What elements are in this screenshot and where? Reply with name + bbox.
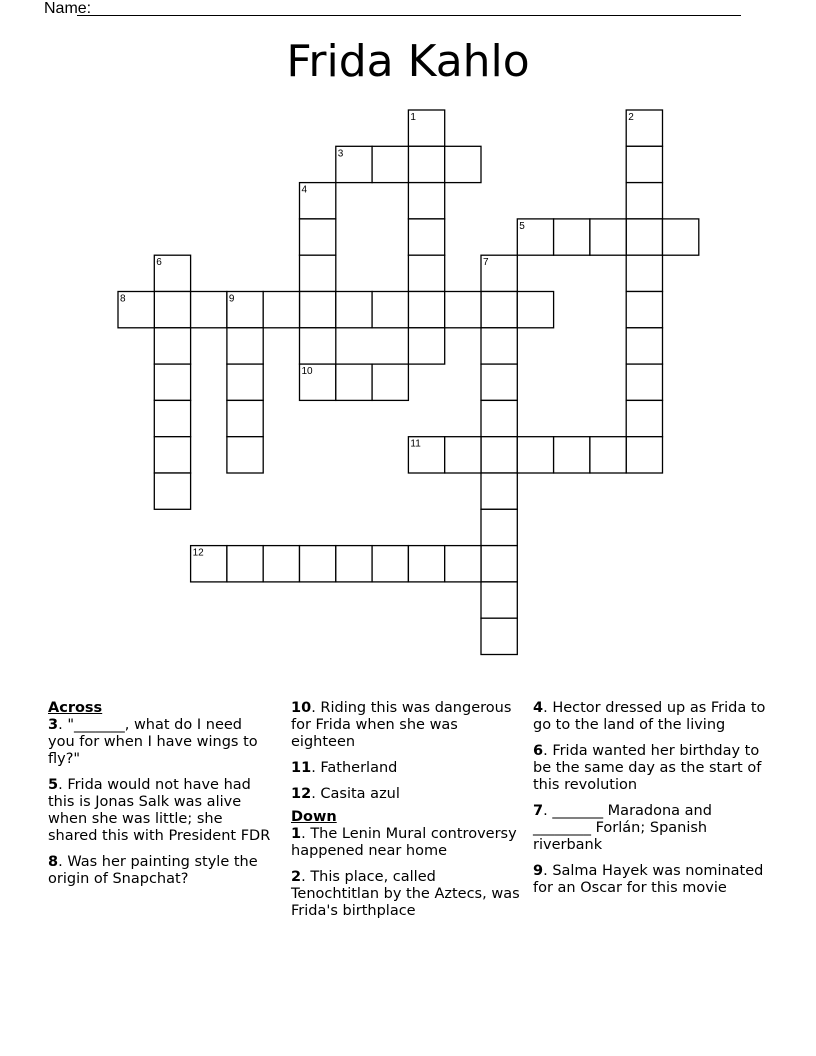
name-label: Name: bbox=[44, 0, 92, 17]
cell-number-1: 1 bbox=[410, 112, 416, 123]
grid-cell[interactable] bbox=[372, 292, 408, 328]
grid-cell[interactable] bbox=[408, 546, 444, 582]
clue-12: 12. Casita azul bbox=[291, 786, 400, 802]
grid-cell[interactable] bbox=[227, 328, 263, 364]
clue-text: Salma Hayek was nominated for an Oscar for this movie bbox=[533, 863, 764, 896]
grid-cell[interactable] bbox=[481, 400, 517, 436]
clue-1: 1. The Lenin Mural controversy happened near home bbox=[291, 826, 517, 859]
grid-cell[interactable] bbox=[154, 437, 190, 473]
grid-cell[interactable] bbox=[300, 255, 336, 291]
grid-cell[interactable] bbox=[626, 328, 662, 364]
clue-number: 2 bbox=[291, 869, 302, 885]
grid-cell[interactable] bbox=[154, 364, 190, 400]
clue-text: Riding this was dangerous for Frida when she was eighteen bbox=[291, 700, 512, 750]
clue-6: 6. Frida wanted her birthday to be the same day as the start of this revolution bbox=[533, 743, 762, 793]
grid-cell[interactable] bbox=[554, 437, 590, 473]
grid-cell[interactable] bbox=[408, 328, 444, 364]
clue-number: 5 bbox=[48, 777, 59, 793]
grid-cell[interactable] bbox=[554, 219, 590, 255]
grid-cell[interactable] bbox=[336, 364, 372, 400]
cell-number-6: 6 bbox=[156, 257, 162, 269]
grid-cell[interactable] bbox=[154, 400, 190, 436]
clue-5: 5. Frida would not have had this is Jonas Salk was alive when she was little; she shared this with President FDR bbox=[48, 777, 271, 844]
clue-9: 9. Salma Hayek was nominated for an Oscar for this movie bbox=[533, 863, 764, 896]
grid-cell[interactable] bbox=[445, 292, 481, 328]
grid-cell[interactable] bbox=[154, 292, 190, 328]
grid-cell[interactable] bbox=[408, 219, 444, 255]
cell-number-2: 2 bbox=[628, 112, 634, 123]
grid-cell[interactable] bbox=[300, 546, 336, 582]
clue-text: Hector dressed up as Frida to go to the land of the living bbox=[533, 700, 766, 733]
grid-cell[interactable] bbox=[626, 437, 662, 473]
grid-cell[interactable] bbox=[227, 437, 263, 473]
grid-cell[interactable] bbox=[481, 328, 517, 364]
cell-number-3: 3 bbox=[337, 148, 344, 160]
grid-cell[interactable] bbox=[227, 400, 263, 436]
grid-cell[interactable] bbox=[481, 618, 517, 654]
grid-cell[interactable] bbox=[626, 400, 662, 436]
across-heading: Across bbox=[48, 700, 103, 716]
grid-cell[interactable] bbox=[445, 546, 481, 582]
grid-cell[interactable] bbox=[408, 183, 444, 219]
grid-cell[interactable] bbox=[626, 255, 662, 291]
clue-3: 3. "_______, what do I need you for when I have wings to fly?" bbox=[48, 717, 258, 767]
grid-cell[interactable] bbox=[445, 437, 481, 473]
grid-cell[interactable] bbox=[408, 255, 444, 291]
clue-column-2 bbox=[291, 700, 521, 929]
grid-cell[interactable] bbox=[481, 473, 517, 509]
clue-column-1 bbox=[48, 700, 273, 897]
clue-number: 12 bbox=[291, 786, 312, 802]
cell-number-12: 12 bbox=[192, 547, 204, 559]
grid-cell[interactable] bbox=[590, 219, 626, 255]
clue-number: 10 bbox=[291, 700, 312, 716]
grid-cell[interactable] bbox=[481, 292, 517, 328]
clue-text: The Lenin Mural controversy happened near home bbox=[291, 826, 517, 859]
clue-2: 2. This place, called Tenochtitlan by the Aztecs, was Frida's birthplace bbox=[291, 869, 520, 919]
clue-number: 11 bbox=[291, 760, 312, 776]
grid-cell[interactable] bbox=[227, 546, 263, 582]
page-title: Frida Kahlo bbox=[286, 36, 530, 87]
grid-cell[interactable] bbox=[481, 364, 517, 400]
clue-number: 3 bbox=[48, 717, 59, 733]
clue-text: This place, called Tenochtitlan by the Aztecs, was Frida's birthplace bbox=[291, 869, 520, 919]
cell-number-9: 9 bbox=[228, 293, 235, 305]
clue-text: "_______, what do I need you for when I have wings to fly?" bbox=[48, 717, 258, 767]
grid-cell[interactable] bbox=[372, 546, 408, 582]
grid-cell[interactable] bbox=[626, 292, 662, 328]
clue-8: 8. Was her painting style the origin of Snapchat? bbox=[48, 854, 258, 887]
grid-cell[interactable] bbox=[263, 546, 299, 582]
clue-7: 7. _______ Maradona and ________ Forlán; Spanish riverbank bbox=[533, 803, 712, 853]
cell-number-7: 7 bbox=[483, 257, 489, 269]
clue-text: Was her painting style the origin of Snapchat? bbox=[48, 854, 258, 887]
grid-cell[interactable] bbox=[336, 546, 372, 582]
grid-cell[interactable] bbox=[154, 328, 190, 364]
grid-cell[interactable] bbox=[626, 146, 662, 182]
grid-cell[interactable] bbox=[517, 292, 553, 328]
grid-cell[interactable] bbox=[626, 219, 662, 255]
grid-cell[interactable] bbox=[154, 473, 190, 509]
clue-text: Frida would not have had this is Jonas Salk was alive when she was little; she shared this with President FDR bbox=[48, 777, 271, 844]
cell-number-5: 5 bbox=[519, 220, 525, 232]
grid-cell[interactable] bbox=[372, 146, 408, 182]
grid-cell[interactable] bbox=[300, 219, 336, 255]
grid-cell[interactable] bbox=[445, 146, 481, 182]
grid-cell[interactable] bbox=[481, 509, 517, 545]
cell-number-8: 8 bbox=[120, 293, 126, 305]
grid-cell[interactable] bbox=[408, 146, 444, 182]
grid-cell[interactable] bbox=[481, 546, 517, 582]
clue-text: Frida wanted her birthday to be the same day as the start of this revolution bbox=[533, 743, 762, 793]
grid-cell[interactable] bbox=[663, 219, 699, 255]
cell-number-10: 10 bbox=[301, 366, 313, 378]
clue-number: 1 bbox=[291, 826, 302, 842]
grid-cell[interactable] bbox=[626, 183, 662, 219]
grid-cell[interactable] bbox=[191, 292, 227, 328]
clue-10: 10. Riding this was dangerous for Frida when she was eighteen bbox=[291, 700, 512, 750]
grid-cell[interactable] bbox=[227, 364, 263, 400]
cell-number-11: 11 bbox=[410, 438, 421, 450]
cell-number-4: 4 bbox=[301, 184, 308, 196]
clue-text: _______ Maradona and ________ Forlán; Spanish riverbank bbox=[533, 803, 712, 853]
grid-cell[interactable] bbox=[517, 437, 553, 473]
grid-cell[interactable] bbox=[626, 364, 662, 400]
clue-text: Casita azul bbox=[320, 786, 400, 802]
clue-number: 6 bbox=[533, 743, 544, 759]
grid-cell[interactable] bbox=[408, 292, 444, 328]
clue-4: 4. Hector dressed up as Frida to go to the land of the living bbox=[533, 700, 766, 733]
grid-cell[interactable] bbox=[300, 292, 336, 328]
clue-text: Fatherland bbox=[320, 760, 398, 776]
down-heading: Down bbox=[291, 809, 337, 825]
grid-cell[interactable] bbox=[263, 292, 299, 328]
clue-number: 4 bbox=[533, 700, 544, 716]
grid-cell[interactable] bbox=[336, 292, 372, 328]
clue-number: 8 bbox=[48, 854, 59, 870]
clue-number: 9 bbox=[533, 863, 544, 879]
clue-column-3 bbox=[533, 700, 773, 906]
grid-cell[interactable] bbox=[590, 437, 626, 473]
clue-number: 7 bbox=[533, 803, 544, 819]
grid-cell[interactable] bbox=[372, 364, 408, 400]
grid-cell[interactable] bbox=[481, 582, 517, 618]
grid-cell[interactable] bbox=[481, 437, 517, 473]
grid-cell[interactable] bbox=[300, 328, 336, 364]
clue-11: 11. Fatherland bbox=[291, 760, 398, 776]
